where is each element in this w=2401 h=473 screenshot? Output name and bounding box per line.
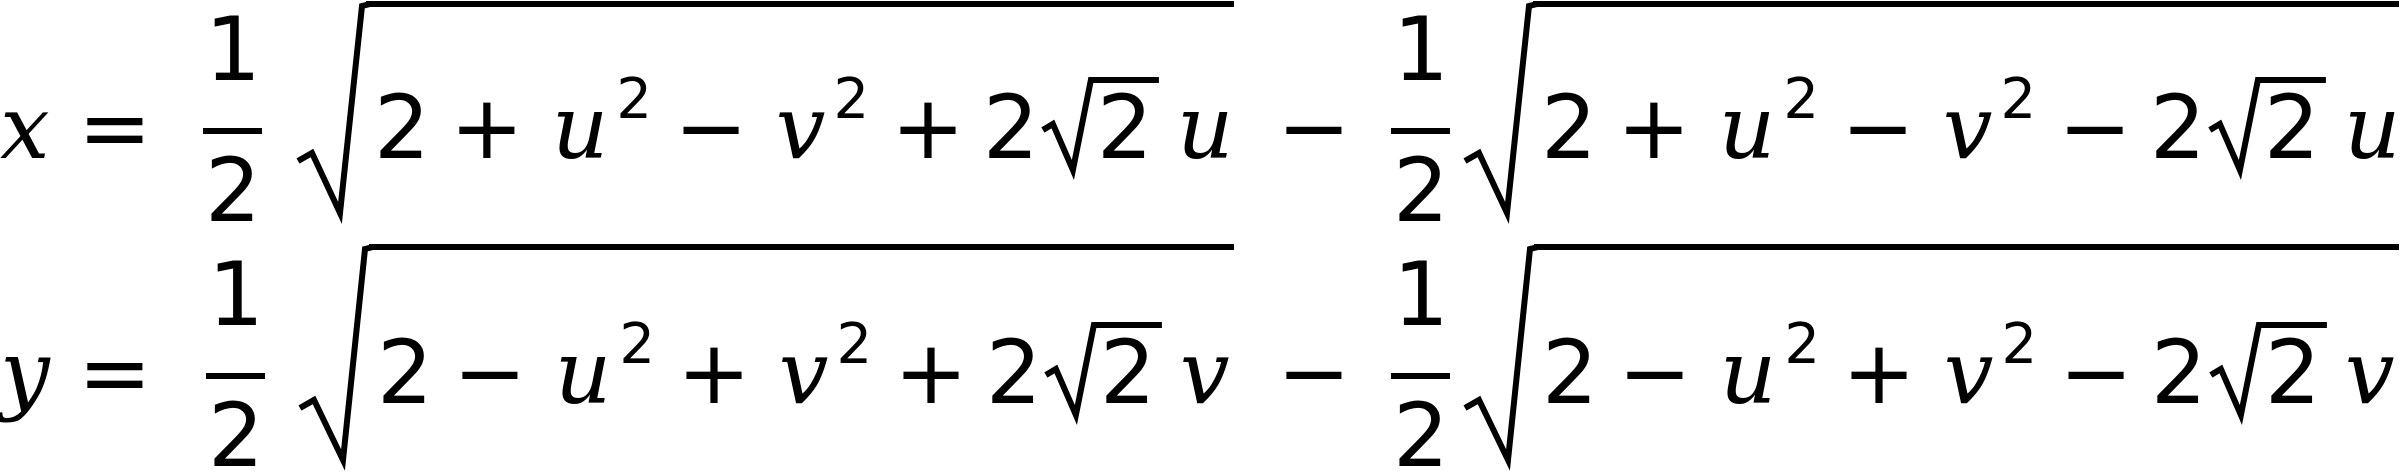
fraction-numerator: 1 — [208, 243, 264, 346]
operator-symbol: + — [677, 321, 751, 424]
radicand — [1541, 67, 2401, 179]
square-root-sign — [298, 4, 370, 213]
operator-symbol: − — [453, 321, 527, 424]
operator-symbol: − — [2058, 76, 2132, 179]
number: 2 — [985, 321, 1042, 424]
nested-square-root-sign — [1046, 325, 1100, 415]
variable: v — [2344, 321, 2395, 424]
nested-radicand: 2 — [1099, 321, 1156, 424]
number: 2 — [1542, 321, 1598, 424]
variable: u — [1718, 76, 1776, 179]
exponent: 2 — [1784, 312, 1821, 377]
variable: v — [1943, 321, 1994, 424]
exponent: 2 — [1783, 67, 1820, 132]
number: 2 — [2149, 76, 2206, 179]
fraction-denominator: 2 — [205, 139, 261, 242]
operator-symbol: + — [1617, 76, 1691, 179]
nested-square-root-sign — [1043, 80, 1097, 170]
number: 2 — [2150, 321, 2207, 424]
operator-symbol: − — [674, 76, 748, 179]
lhs-variable: y — [0, 321, 50, 424]
variable: v — [778, 321, 829, 424]
operator-symbol: − — [2059, 321, 2133, 424]
lhs-variable: x — [0, 76, 50, 179]
variable: u — [2343, 76, 2401, 179]
operator-symbol: + — [1842, 321, 1916, 424]
term-2 — [1391, 243, 2399, 473]
exponent: 2 — [836, 312, 873, 377]
radicand — [374, 67, 1234, 179]
square-root-sign — [1465, 4, 1537, 213]
square-root-sign — [1465, 247, 1538, 460]
nested-radicand: 2 — [2264, 321, 2321, 424]
radicand — [1542, 312, 2395, 424]
nested-radicand: 2 — [2263, 76, 2320, 179]
minus-operator: − — [1277, 76, 1351, 179]
number: 2 — [377, 321, 433, 424]
nested-square-root-sign — [2211, 325, 2265, 415]
term-1 — [203, 0, 1234, 242]
fraction-denominator: 2 — [208, 384, 264, 473]
exponent: 2 — [2000, 67, 2037, 132]
variable: u — [1176, 76, 1234, 179]
radicand — [377, 312, 1230, 424]
term-1 — [206, 243, 1234, 473]
number: 2 — [374, 76, 430, 179]
exponent: 2 — [2001, 312, 2038, 377]
operator-symbol: − — [1618, 321, 1692, 424]
equation-y — [0, 243, 2399, 473]
operator-symbol: − — [1841, 76, 1915, 179]
variable: u — [1719, 321, 1777, 424]
variable: v — [775, 76, 826, 179]
operator-symbol: + — [450, 76, 524, 179]
nested-radicand: 2 — [1096, 76, 1153, 179]
exponent: 2 — [619, 312, 656, 377]
nested-square-root-sign — [2210, 80, 2264, 170]
variable: u — [551, 76, 609, 179]
number: 2 — [982, 76, 1039, 179]
fraction-denominator: 2 — [1393, 139, 1449, 242]
fraction-numerator: 1 — [205, 0, 261, 101]
minus-operator: − — [1277, 321, 1351, 424]
equals-sign: = — [78, 76, 152, 179]
operator-symbol: + — [891, 76, 965, 179]
variable: u — [554, 321, 612, 424]
exponent: 2 — [616, 67, 653, 132]
fraction-numerator: 1 — [1393, 0, 1449, 101]
term-2 — [1391, 0, 2401, 242]
number: 2 — [1541, 76, 1597, 179]
variable: v — [1942, 76, 1993, 179]
variable: v — [1179, 321, 1230, 424]
square-root-sign — [300, 247, 373, 460]
fraction-denominator: 2 — [1393, 384, 1449, 473]
exponent: 2 — [833, 67, 870, 132]
fraction-numerator: 1 — [1393, 243, 1449, 346]
operator-symbol: + — [894, 321, 968, 424]
equals-sign: = — [78, 321, 152, 424]
